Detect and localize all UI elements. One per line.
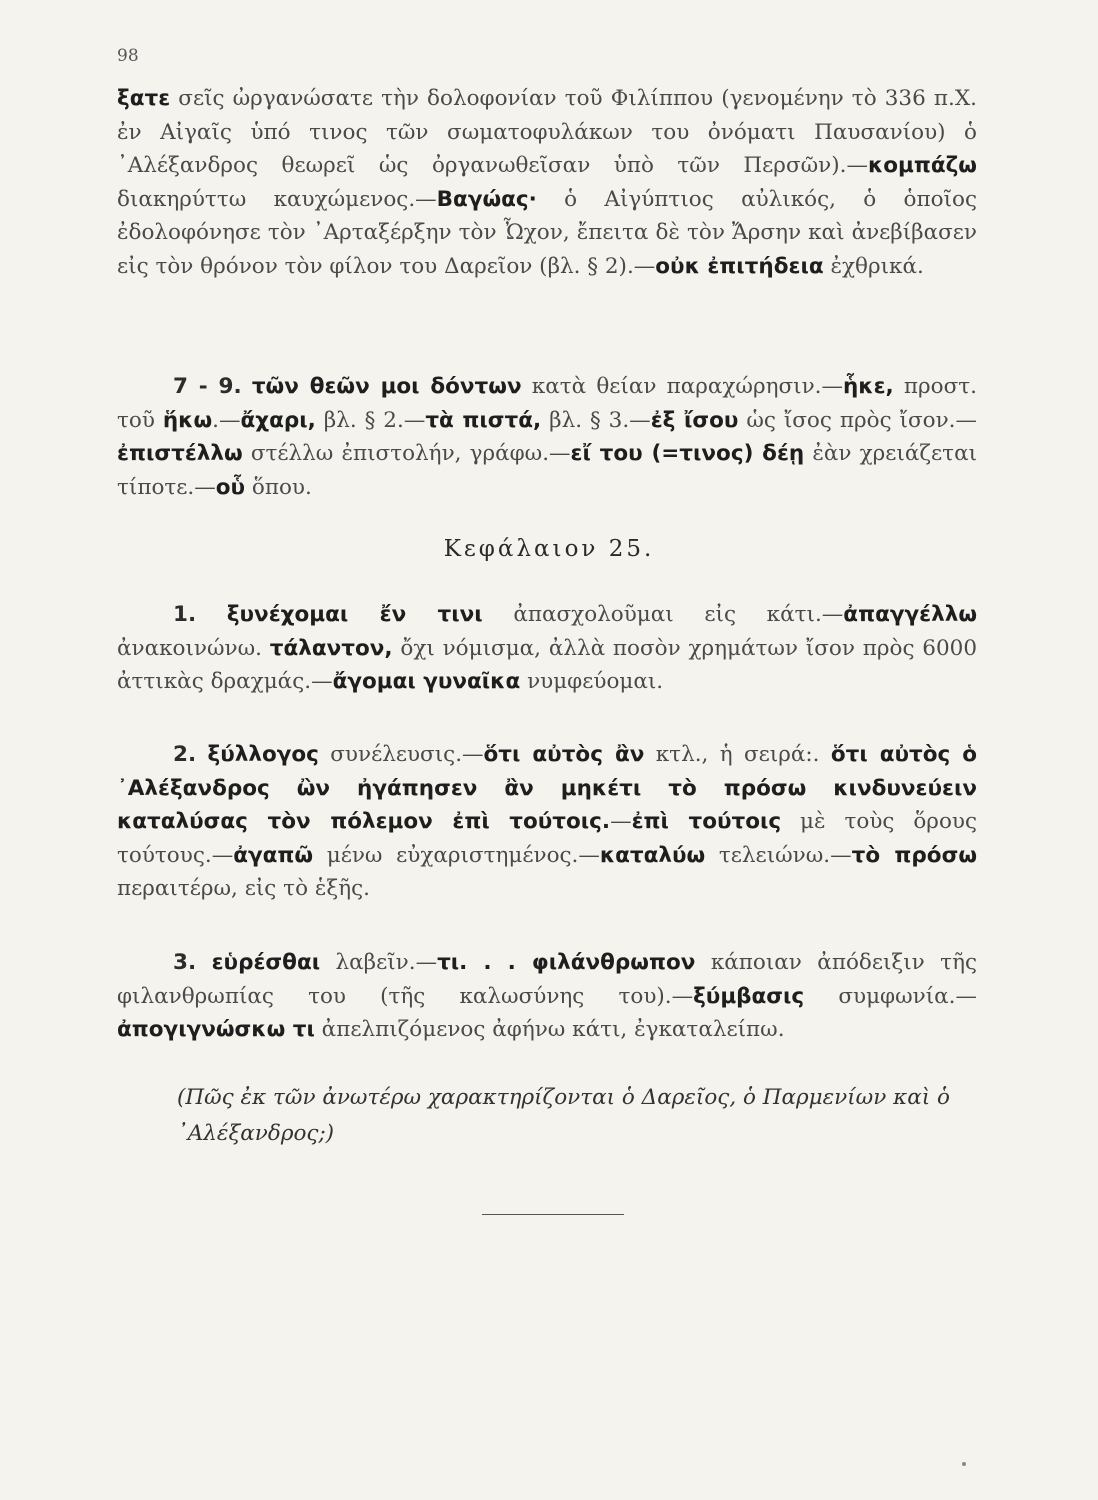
gloss: τελειώνω.— [705,842,852,868]
gloss: μὲ τοὺς ὅρους τούτους.— [117,809,978,868]
term: ἐπιστέλλω [117,441,243,466]
term: οὐκ ἐπιτήδεια [655,253,824,279]
term: ὅτι αὐτὸς ἂν [483,742,645,767]
section-number: 1. [173,602,197,627]
spacer-text [242,374,252,399]
term: ἄγομαι γυναῖκα [332,669,521,694]
term: ξύμβασις [693,983,805,1009]
paragraph-continuation [117,82,977,283]
paragraph-1 [117,598,977,699]
term: εὑρέσθαι [211,950,321,975]
term: ὅτι αὐτὸς ὁ ᾿Αλέξανδρος ὢν ἠγάπησεν ἂν μηκέτι τὸ πρόσω κινδυνεύειν καταλύσας τὸν πόλεμον ἐπὶ τούτοις. [117,742,978,834]
term: εἴ του (=τινος) δέῃ [570,441,805,466]
term: τὰ πιστά, [425,407,542,433]
gloss: βλ. § 3.— [541,407,651,433]
term: τὸ πρόσω [851,842,978,868]
term: ἧκε, [843,374,894,399]
print-speck [962,1462,966,1466]
gloss: στέλλω ἐπιστολήν, γράφω.— [242,441,571,466]
gloss: νυμφεύομαι. [520,669,664,694]
gloss: συνέλευσις.— [318,742,484,767]
term: ἐξ ἴσου [650,407,739,433]
term: ἥκω [162,407,213,433]
term: ἀγαπῶ [233,842,314,868]
gloss: προστ. τοῦ [117,374,978,433]
term: ἀπαγγέλλω [843,602,977,627]
gloss: ὡς ἴσος πρὸς ἴσον.— [738,407,978,433]
paragraph-text [117,598,977,699]
gloss: κτλ., ἡ σειρά:. [644,742,831,767]
gloss: ἐὰν χρειάζεται τίποτε.— [117,441,978,500]
term: τι. . . φιλάνθρωπον [437,950,696,975]
term: ξατε [117,86,171,111]
paragraph-2 [117,738,977,906]
review-question: (Πῶς ἐκ τῶν ἀνωτέρω χαρακτηρίζονται ὁ Δαρεῖος, ὁ Παρμενίων καὶ ὁ ᾿Αλέξανδρος;) [177,1085,950,1146]
gloss: συμφωνία.— [804,983,977,1009]
gloss: μένω εὐχαριστημένος.— [313,842,600,868]
gloss: ἀπασχολοῦμαι εἰς κάτι.— [482,602,844,627]
gloss: σεῖς ὠργανώσατε τὴν δολοφονίαν τοῦ Φιλίππου (γενομένην τὸ 336 π.Χ. ἐν Αἰγαῖς ὑπό τινος τῶν σωματοφυλάκων του ὀνόματι Παυσανίου) ὁ ᾿Αλέξανδρος θεωρεῖ ὡς ὀργανωθεῖσαν ὑπὸ τῶν Περσῶν).— [117,86,977,178]
term: κομπάζω [867,153,977,178]
gloss: βλ. § 2.— [315,407,426,433]
spacer-text [196,742,207,767]
section-number: 2. [173,742,197,767]
gloss: ὄχι νόμισμα, ἀλλὰ ποσὸν χρημάτων ἴσον πρὸς 6000 ἀττικὰς δραχμάς.— [117,635,977,694]
gloss: ὁ Αἰγύπτιος αὐλικός, ὁ ὁποῖος ἐδολοφόνησε τὸν ᾿Αρταξέρξην τὸν Ὦχον, ἔπειτα δὲ τὸν Ἄρσην καὶ ἀνεβίβασεν εἰς τὸν θρόνον τὸν φίλον του Δαρεῖον (βλ. § 2).— [117,186,977,279]
spacer-text [196,950,211,975]
gloss: ἀπελπιζόμενος ἀφήνω κάτι, ἐγκαταλείπω. [314,1017,785,1042]
gloss: λαβεῖν.— [320,950,438,975]
term: τῶν θεῶν μοι δόντων [251,374,522,399]
paragraph-text [117,738,977,906]
term: ἄχαρι, [240,407,316,433]
gloss: ἐχθρικά. [823,253,924,279]
paragraph-text [117,82,977,283]
gloss: διακηρύττω καυχώμενος.— [117,186,437,212]
gloss: ὅπου. [245,474,312,500]
gloss: .— [212,407,241,433]
section-number: 3. [173,950,197,975]
chapter-heading: Κεφάλαιον 25. [443,536,655,562]
paragraph-7-9 [117,370,977,504]
gloss: ἀνακοινώνω. [117,635,270,661]
gloss: κατὰ θείαν παραχώρησιν.— [521,374,843,399]
page-number: 98 [117,46,139,66]
paragraph-3 [117,946,977,1047]
paragraph-text [117,946,977,1047]
term: ἀπογιγνώσκω τι [117,1017,315,1042]
gloss: κάποιαν ἀπόδειξιν τῆς φιλανθρωπίας του (τῆς καλωσύνης του).— [117,950,977,1009]
term: Βαγώας· [436,186,537,212]
gloss: περαιτέρω, εἰς τὸ ἑξῆς. [117,876,370,901]
term: τάλαντον, [269,635,393,661]
section-number: 7 - 9. [173,374,242,399]
spacer-text [196,602,227,627]
term: ξύλλογος [207,742,319,767]
paragraph-text [117,370,977,504]
section-divider [482,1214,624,1215]
term: ἐπὶ τούτοις [631,809,782,834]
term: καταλύω [599,842,706,868]
term: ξυνέχομαι ἔν τινι [226,602,483,627]
gloss: — [610,809,632,834]
term: οὗ [215,474,246,500]
